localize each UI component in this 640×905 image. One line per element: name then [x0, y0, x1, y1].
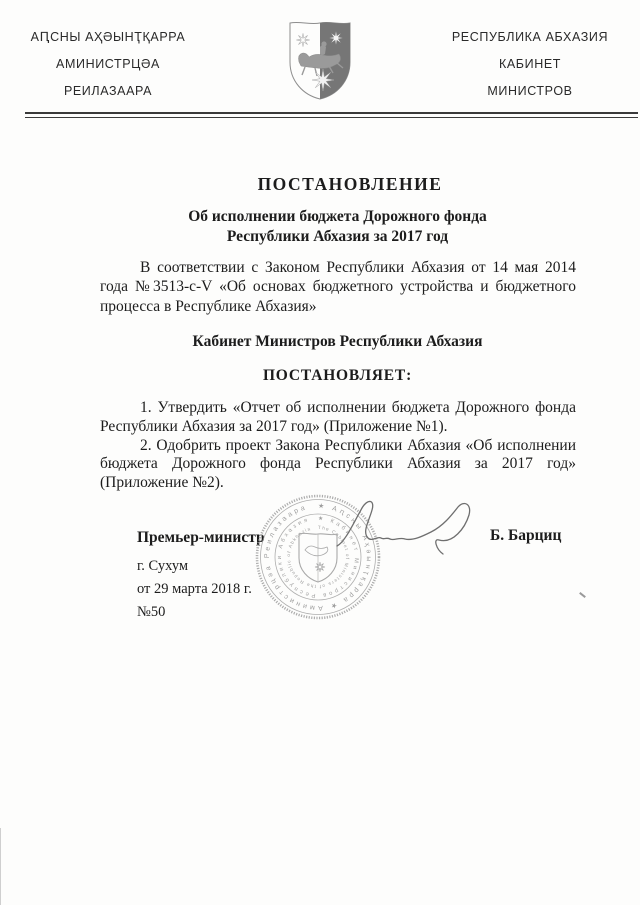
- header-org-abkhazian: [10, 24, 206, 105]
- signature-scrawl: [333, 494, 478, 558]
- document-title: ПОСТАНОВЛЕНИЕ: [257, 174, 443, 194]
- subject-line1: Об исполнении бюджета Дорожного фонда: [188, 208, 487, 225]
- stamp-inner-ring-text: The Cabinet of Ministers of the Republic of Abkhazia: [285, 524, 350, 590]
- stamp-middle-ring-text: ★ Кабинет Министров Республики Абхазия: [276, 515, 360, 599]
- header-right-line2: КАБИНЕТ: [498, 57, 561, 71]
- signatory-name: Б. Барциц: [490, 527, 562, 544]
- preamble-paragraph: В соответствии с Законом Республики Абхазия от 14 мая 2014 года №3513-с-V «Об основах бюджетного устройства и бюджетного процесса в Республике Абхазия»: [100, 259, 576, 315]
- subject-line2: Республики Абхазия за 2017 год: [226, 228, 449, 245]
- document-subject: [100, 207, 575, 247]
- enactment-line: ПОСТАНОВЛЯЕТ:: [262, 367, 413, 384]
- coat-of-arms-icon: [287, 20, 353, 102]
- decree-item-2: 2. Одобрить проект Закона Республики Абхазия «Об исполнении бюджета Дорожного фонда Республики Абхазия за 2017 год» (Приложение №2).: [100, 436, 576, 492]
- decree-item-1: 1. Утвердить «Отчет об исполнении бюджета Дорожного фонда Республики Абхазия за 2017 год» (Приложение №1).: [100, 399, 576, 435]
- place-line: г. Сухум: [137, 558, 189, 574]
- header-left-line2: АМИНИСТРЦӘА: [56, 57, 160, 71]
- header-left-line1: АԤСНЫ АҲӘЫНҬҚАРРА: [30, 30, 186, 44]
- date-line: от 29 марта 2018 г.: [137, 581, 252, 597]
- stamp-outer-ring-text: ★ Аԥсны Аҳәынҭқарра ★ Аминистрцәа Реилазаара: [263, 502, 373, 612]
- scan-edge-mark: [0, 828, 1, 905]
- header-org-russian: [428, 24, 632, 105]
- stamp-emblem-icon: [299, 533, 337, 582]
- authority-line: Кабинет Министров Республики Абхазия: [192, 333, 483, 350]
- scan-artifact: [579, 592, 586, 598]
- header-right-line3: МИНИСТРОВ: [487, 84, 573, 98]
- signatory-post: Премьер-министр: [137, 529, 265, 546]
- header-right-line1: РЕСПУБЛИКА АБХАЗИЯ: [451, 30, 609, 44]
- header-divider: [25, 112, 638, 118]
- decree-items: [100, 399, 576, 493]
- number-line: №50: [137, 604, 166, 620]
- header-left-line3: РЕИЛАЗААРА: [63, 84, 153, 98]
